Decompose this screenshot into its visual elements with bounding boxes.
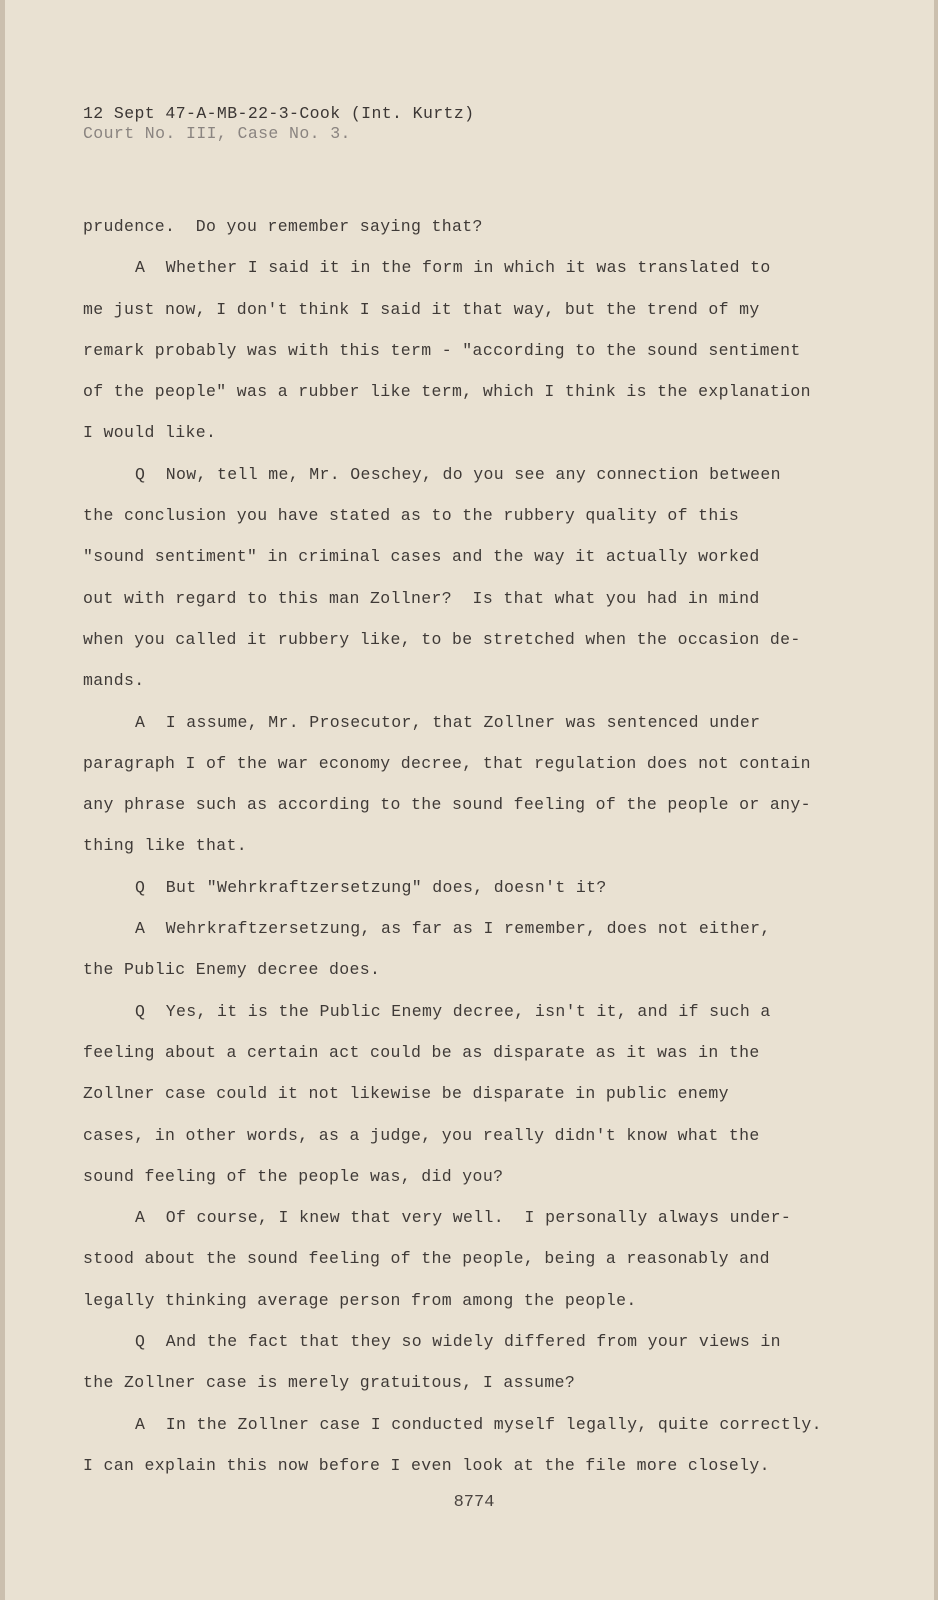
header-court-line: Court No. III, Case No. 3. — [83, 124, 351, 143]
transcript-line: the Public Enemy decree does. — [83, 960, 381, 980]
transcript-line: thing like that. — [83, 836, 248, 856]
transcript-line: Q But "Wehrkraftzersetzung" does, doesn't it? — [135, 877, 607, 897]
transcript-line: Zollner case could it not likewise be disparate in public enemy — [83, 1084, 729, 1104]
transcript-body — [83, 206, 823, 1486]
transcript-line: Q Now, tell me, Mr. Oeschey, do you see any connection between — [135, 464, 781, 484]
transcript-line: the conclusion you have stated as to the rubbery quality of this — [83, 506, 740, 526]
transcript-line: cases, in other words, as a judge, you really didn't know what the — [83, 1125, 760, 1145]
transcript-line: when you called it rubbery like, to be stretched when the occasion de- — [83, 629, 801, 649]
transcript-line: Q Yes, it is the Public Enemy decree, isn't it, and if such a — [135, 1001, 771, 1021]
transcript-line: any phrase such as according to the sound feeling of the people or any- — [83, 795, 811, 815]
transcript-line: stood about the sound feeling of the people, being a reasonably and — [83, 1249, 770, 1269]
transcript-line: prudence. Do you remember saying that? — [83, 217, 483, 236]
transcript-line: me just now, I don't think I said it that way, but the trend of my — [83, 299, 760, 319]
transcript-line: A Wehrkraftzersetzung, as far as I remember, does not either, — [135, 919, 771, 939]
transcript-line: the Zollner case is merely gratuitous, I assume? — [83, 1373, 576, 1393]
transcript-line: paragraph I of the war economy decree, that regulation does not contain — [83, 753, 811, 773]
transcript-line: "sound sentiment" in criminal cases and the way it actually worked — [83, 547, 760, 567]
transcript-line: A I assume, Mr. Prosecutor, that Zollner was sentenced under — [135, 712, 761, 732]
transcript-line: A Whether I said it in the form in which it was translated to — [135, 258, 771, 278]
transcript-line: I can explain this now before I even look at the file more closely. — [83, 1455, 770, 1475]
header-date-line: 12 Sept 47-A-MB-22-3-Cook (Int. Kurtz) — [83, 104, 475, 123]
transcript-line: out with regard to this man Zollner? Is that what you had in mind — [83, 588, 760, 608]
transcript-line: mands. — [83, 671, 145, 691]
transcript-line: of the people" was a rubber like term, which I think is the explanation — [83, 382, 811, 402]
page-number: 8774 — [453, 1493, 495, 1512]
document-header — [83, 104, 474, 144]
transcript-line: I would like. — [83, 423, 217, 443]
transcript-line: Q And the fact that they so widely differed from your views in — [135, 1332, 781, 1352]
transcript-line: A In the Zollner case I conducted myself legally, quite correctly. — [135, 1414, 822, 1434]
transcript-line: A Of course, I knew that very well. I personally always under- — [135, 1208, 792, 1228]
transcript-line: remark probably was with this term - "according to the sound sentiment — [83, 340, 801, 360]
transcript-line: feeling about a certain act could be as disparate as it was in the — [83, 1042, 760, 1062]
transcript-line: sound feeling of the people was, did you? — [83, 1166, 504, 1186]
transcript-line: legally thinking average person from among the people. — [83, 1290, 637, 1310]
